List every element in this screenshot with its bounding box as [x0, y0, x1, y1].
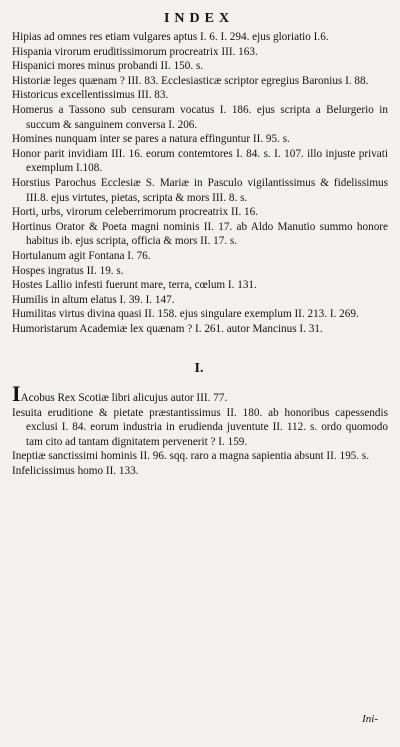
index-entry: Humoristarum Academiæ lex quænam ? I. 261. autor Mancinus I. 31. [12, 322, 323, 335]
index-entry: Humilis in altum elatus I. 39. I. 147. [12, 293, 175, 306]
index-entry: Honor parit invidiam III. 16. eorum contemtores I. 84. s. I. 107. illo injuste privati exemplum I.108. [12, 147, 388, 175]
page-header: INDEX [163, 11, 235, 26]
drop-cap: I [12, 381, 21, 407]
index-entry: Humilitas virtus divina quasi II. 158. ejus singulare exemplum II. 213. I. 269. [12, 308, 359, 321]
entries-i-list [10, 381, 388, 479]
first-entry-text: Acobus Rex Scotiæ libri alicujus autor III. 77. [20, 392, 228, 405]
section-letter-heading: I. [194, 361, 204, 377]
index-entry: Horstius Parochus Ecclesiæ S. Mariæ in Pasculo vigilantissimus & fidelissimus III.8. ejus virtutes, pietas, scripta & mors III. 8. s. [12, 176, 388, 204]
index-entry: Homerus a Tassono sub censuram vocatus I. 186. ejus scripta a Belurgerio in succum & sanguinem conversa I. 206. [12, 103, 388, 131]
index-entry: Horti, urbs, virorum celeberrimorum procreatrix II. 16. [12, 206, 259, 219]
index-entry: Historiæ leges quænam ? III. 83. Ecclesiasticæ scriptor egregius Baronius I. 88. [12, 74, 369, 87]
index-entry: Infelicissimus homo II. 133. [12, 465, 139, 478]
index-entry: Hispanici mores minus probandi II. 150. s. [12, 60, 204, 73]
catchword: Ini- [362, 713, 378, 726]
index-entry: Hispania virorum eruditissimorum procreatrix III. 163. [12, 45, 258, 58]
index-entry: Historicus excellentissimus III. 83. [12, 89, 169, 102]
index-entry: Iesuita eruditione & pietate præstantissimus II. 180. ab honoribus capessendis exclusi I. 84. eorum industria in erudienda juventute II. 112. s. ordo quomodo tam cito ad tantam dignitatem pervenerit ? I. 159. [12, 406, 388, 448]
index-entry-first [10, 381, 388, 407]
index-entry: Homines nunquam inter se pares a natura effinguntur II. 95. s. [12, 133, 290, 146]
entries-h-list [10, 30, 388, 336]
index-entry: Hospes ingratus II. 19. s. [12, 264, 124, 277]
index-entry: Hortinus Orator & Poeta magni nominis II. 17. ab Aldo Manutio summo honore habitus ib. ejus scripta, officia & mors II. 17. s. [12, 220, 388, 248]
index-entry: Ineptiæ sanctissimi hominis II. 96. sqq. raro a magna sapientia absunt II. 195. s. [12, 450, 370, 463]
index-entry: Hostes Lallio infesti fuerunt mare, terra, cœlum I. 131. [12, 279, 257, 292]
index-entry: Hipias ad omnes res etiam vulgares aptus I. 6. I. 294. ejus gloriatio I.6. [12, 31, 329, 43]
index-entry: Hortulanum agit Fontana I. 76. [12, 249, 151, 262]
